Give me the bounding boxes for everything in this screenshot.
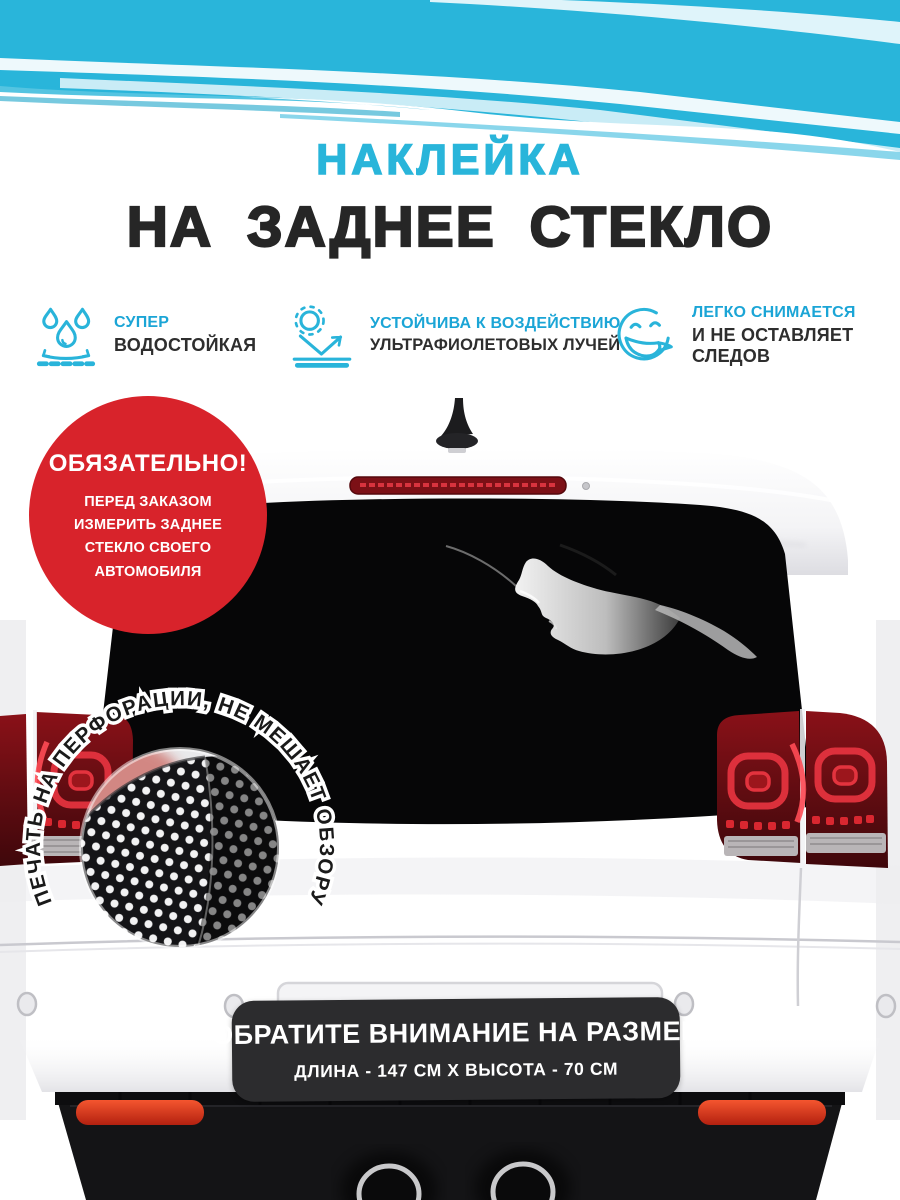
- warning-line: ИЗМЕРИТЬ ЗАДНЕЕ: [74, 517, 222, 534]
- uv-rays-icon: [286, 299, 358, 371]
- warning-badge: [29, 396, 267, 634]
- warning-badge-text: [29, 491, 267, 584]
- size-note-dimensions: ДЛИНА - 147 СМ X ВЫСОТА - 70 СМ: [294, 1058, 619, 1082]
- warning-line: СТЕКЛО СВОЕГО: [84, 540, 212, 557]
- feature-easy-removal: [608, 299, 900, 371]
- feature-waterproof: [30, 299, 256, 371]
- headline-main: НА ЗАДНЕЕ СТЕКЛО: [126, 195, 774, 259]
- headline-word: НАКЛЕЙКА: [316, 136, 584, 184]
- water-drops-icon: [30, 299, 102, 371]
- easy-peel-smiley-icon: [608, 299, 680, 371]
- feature-line1: УСТОЙЧИВА К ВОЗДЕЙСТВИЮ: [370, 315, 621, 332]
- feature-line1: СУПЕР: [114, 314, 170, 331]
- warning-line: АВТОМОБИЛЯ: [94, 563, 202, 580]
- perforation-photo-circle: [58, 742, 284, 952]
- warning-line: ПЕРЕД ЗАКАЗОМ: [84, 494, 212, 510]
- perforation-curved-text: ПЕЧАТЬ НА ПЕРФОРАЦИИ, НЕ МЕШАЕТ ОБЗОРУ: [21, 687, 339, 910]
- feature-line2: ВОДОСТОЙКАЯ: [114, 335, 257, 355]
- feature-uv-resistant: [286, 299, 620, 371]
- size-note-title: ОБРАТИТЕ ВНИМАНИЕ НА РАЗМЕР: [212, 1015, 700, 1051]
- warning-badge-title: ОБЯЗАТЕЛЬНО!: [48, 450, 248, 477]
- size-note-plate: [212, 997, 700, 1102]
- feature-line2: УЛЬТРАФИОЛЕТОВЫХ ЛУЧЕЙ: [370, 336, 621, 354]
- feature-line2: И НЕ ОСТАВЛЯЕТ СЛЕДОВ: [692, 324, 854, 366]
- feature-line1: ЛЕГКО СНИМАЕТСЯ: [692, 303, 856, 321]
